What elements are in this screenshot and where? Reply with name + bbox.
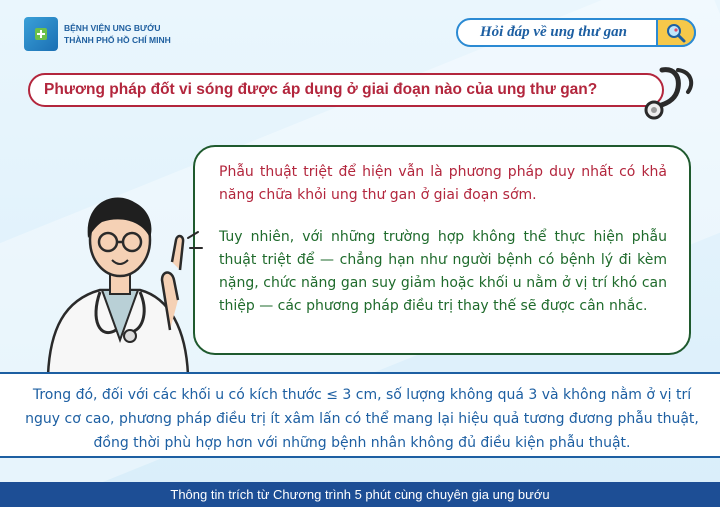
footer <box>0 482 720 507</box>
hospital-name-line1: BỆNH VIỆN UNG BƯỚU <box>64 23 161 33</box>
summary-text: Trong đó, đối với các khối u có kích thước ≤ 3 cm, số lượng không quá 3 và không nằm ở vị trí nguy cơ cao, phương pháp điều trị ít xâm lấn có thể mang lại hiệu quả tương đương phẫu thuật, đồng thời phù hợp hơn với những bệnh nhân không đủ điều kiện phẫu thuật. <box>25 387 699 451</box>
answer-paragraph-2: Tuy nhiên, với những trường hợp không thể thực hiện phẫu thuật triệt để — chẳng hạn như người bệnh có bệnh lý đi kèm nặng, chức năng gan suy giảm hoặc khối u nằm ở vị trí khó can thiệp — các phương pháp điều trị thay thế sẽ được cân nhắc. <box>219 229 667 314</box>
summary-band <box>0 372 720 458</box>
stethoscope-icon <box>640 66 700 124</box>
answer-paragraph-1: Phẫu thuật triệt để hiện vẫn là phương pháp duy nhất có khả năng chữa khỏi ung thư gan ở giai đoạn sớm. <box>219 164 667 203</box>
doctor-illustration <box>30 180 205 375</box>
footer-text: Thông tin trích từ Chương trình 5 phút cùng chuyên gia ung bướu <box>170 487 550 502</box>
question-bar <box>28 73 664 107</box>
magnifier-icon <box>656 18 696 47</box>
topic-title <box>456 18 696 47</box>
answer-box <box>193 145 691 355</box>
topic-title-text: Hỏi đáp về ung thư gan <box>480 24 627 40</box>
question-text: Phương pháp đốt vi sóng được áp dụng ở giai đoạn nào của ung thư gan? <box>44 81 598 98</box>
hospital-logo-icon <box>24 17 58 51</box>
hospital-name-line2: THÀNH PHỐ HỒ CHÍ MINH <box>64 35 171 45</box>
hospital-logo <box>24 17 171 51</box>
hospital-name <box>64 22 171 46</box>
